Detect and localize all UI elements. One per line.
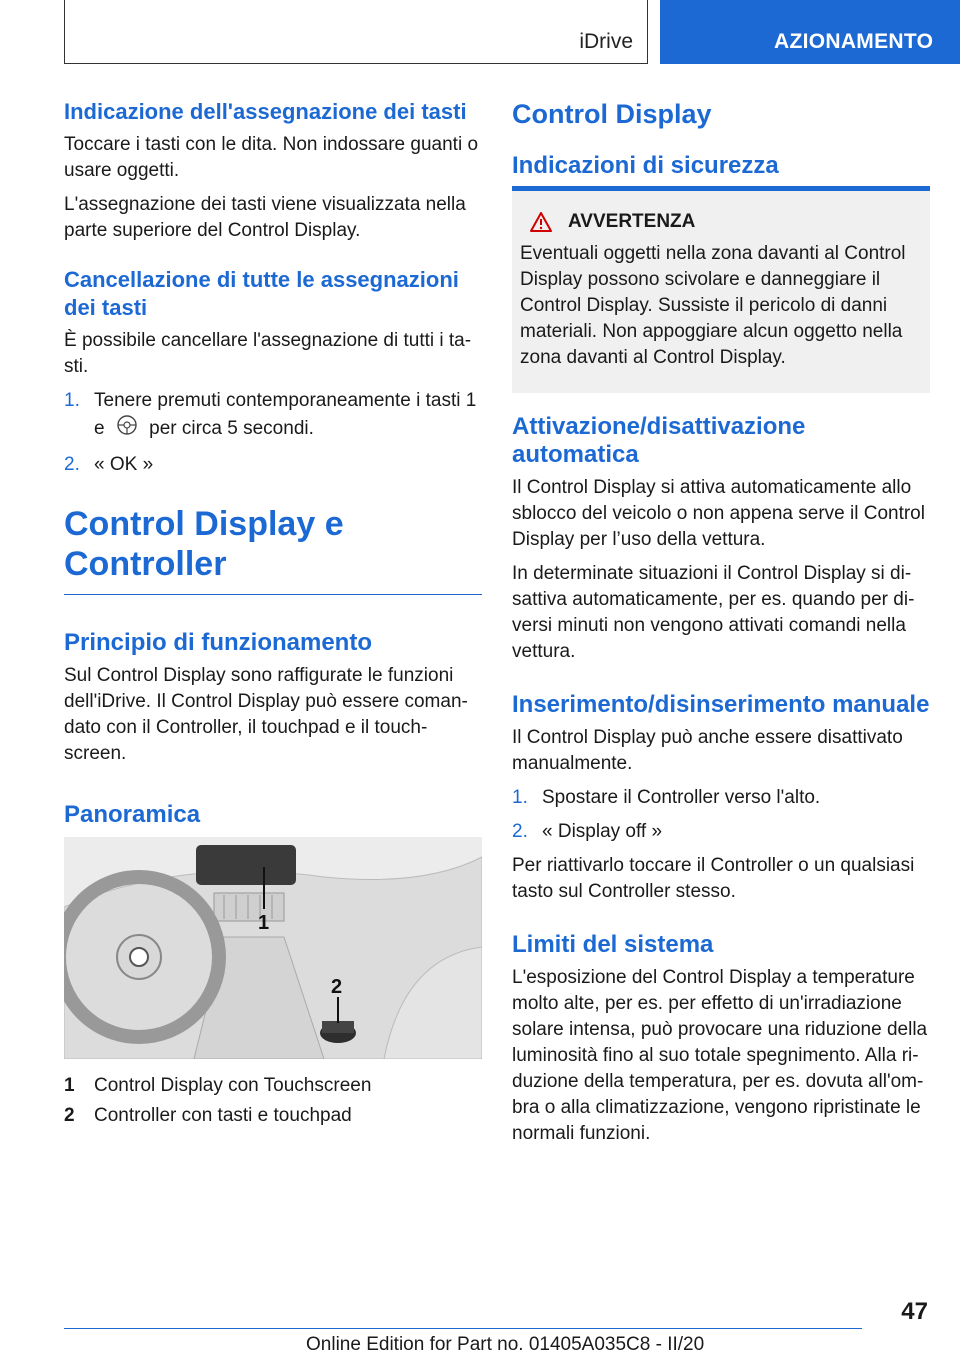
step-item [512,819,930,845]
step-number: 1. [64,390,80,411]
heading-manual-switch: Inserimento/disinserimento manuale [512,691,930,718]
paragraph: Il Control Display può anche essere disattivato manualmente. [512,727,903,774]
warning-triangle-icon [530,212,552,232]
step-text: « Display off » [542,821,663,842]
paragraph: Il Control Display si attiva automaticamente allo sblocco del veicolo o non appena serve il Control Display per l’uso della vettura. [512,477,925,550]
step-number: 2. [64,454,80,475]
heading-key-assignment: Indicazione dell'assegnazione dei tasti [64,99,467,124]
page-number: 47 [901,1298,928,1325]
step-text: Spostare il Controller verso l'alto. [542,787,821,808]
step-text-part: per circa 5 secondi. [149,418,314,440]
paragraph: Per riattivarlo toccare il Controller o un qualsiasi tasto sul Controller stesso. [512,855,915,902]
heading-auto-activation: Attivazione/disattivazione automatica [512,413,806,468]
legend-number: 1 [64,1075,75,1096]
right-column [512,98,930,1155]
chapter-title: Control Display e Controller [64,504,482,595]
heading-safety: Indicazioni di sicurezza [512,152,779,179]
callout-label-1: 1 [258,912,270,934]
paragraph: È possibile cancellare l'assegnazione di tutti i ta‐sti. [64,330,472,377]
callout-label-2: 2 [331,976,343,998]
header-section-box [64,0,648,64]
warning-box [512,186,930,393]
step-number: 2. [512,821,528,842]
header-chapter-tab: AZIONAMENTO [660,0,960,64]
step-number: 1. [512,787,528,808]
heading-system-limits: Limiti del sistema [512,931,714,958]
footer-edition-text: Online Edition for Part no. 01405A035C8 - II/20 [306,1334,705,1355]
left-column [64,98,482,1133]
warning-text: Eventuali oggetti nella zona davanti al Control Display possono scivolare e danneggiare il Control Display. Sussiste il pericolo di danni materiali. Non appoggiare alcun oggetto nella zona davanti al Control Display. [520,243,906,368]
warning-title [520,211,922,233]
footer-divider [64,1328,862,1329]
section-title-control-display: Control Display [512,99,712,129]
heading-overview: Panoramica [64,801,201,828]
legend-number: 2 [64,1105,75,1126]
paragraph: Toccare i tasti con le dita. Non indossare guanti o usare oggetti. [64,134,479,181]
header-section-title: iDrive [579,30,633,53]
paragraph: L'esposizione del Control Display a temperature molto alte, per es. per effetto di un'irradiazione solare intensa, può provocare una riduzione della luminosità fino al suo totale spegnimento. Alla ri‐duzione della temperatura, per es. dovuta all'om‐bra o alla climatizzazione, vengono ripristinate le normali funzioni. [512,967,928,1144]
legend-item [64,1103,482,1129]
legend-text: Control Display con Touchscreen [94,1075,372,1096]
warning-label: AVVERTENZA [568,211,696,232]
heading-delete-assignments: Cancellazione di tutte le assegnazioni dei tasti [64,267,459,320]
step-item [512,785,930,811]
paragraph: Sul Control Display sono raffigurate le funzioni dell'iDrive. Il Control Display può essere coman‐dato con il Controller, il touchpad e il touch‐screen. [64,665,468,764]
step-text: « OK » [94,454,154,475]
cockpit-illustration [64,837,482,1059]
step-item [64,452,482,478]
heading-principle: Principio di funzionamento [64,629,372,656]
legend-item [64,1073,482,1099]
step-text-part: Tenere premuti contemporaneamente i tasti 1 e [94,390,477,440]
step-text [94,388,482,444]
paragraph: In determinate situazioni il Control Display si di‐sattiva automaticamente, per es. quando per di‐versi minuti non vengono attivati comandi nella vettura. [512,563,915,662]
paragraph: L'assegnazione dei tasti viene visualizzata nella parte superiore del Control Display. [64,194,466,241]
steering-wheel-button-icon [116,414,138,444]
step-item [64,388,482,444]
legend-text: Controller con tasti e touchpad [94,1105,352,1126]
